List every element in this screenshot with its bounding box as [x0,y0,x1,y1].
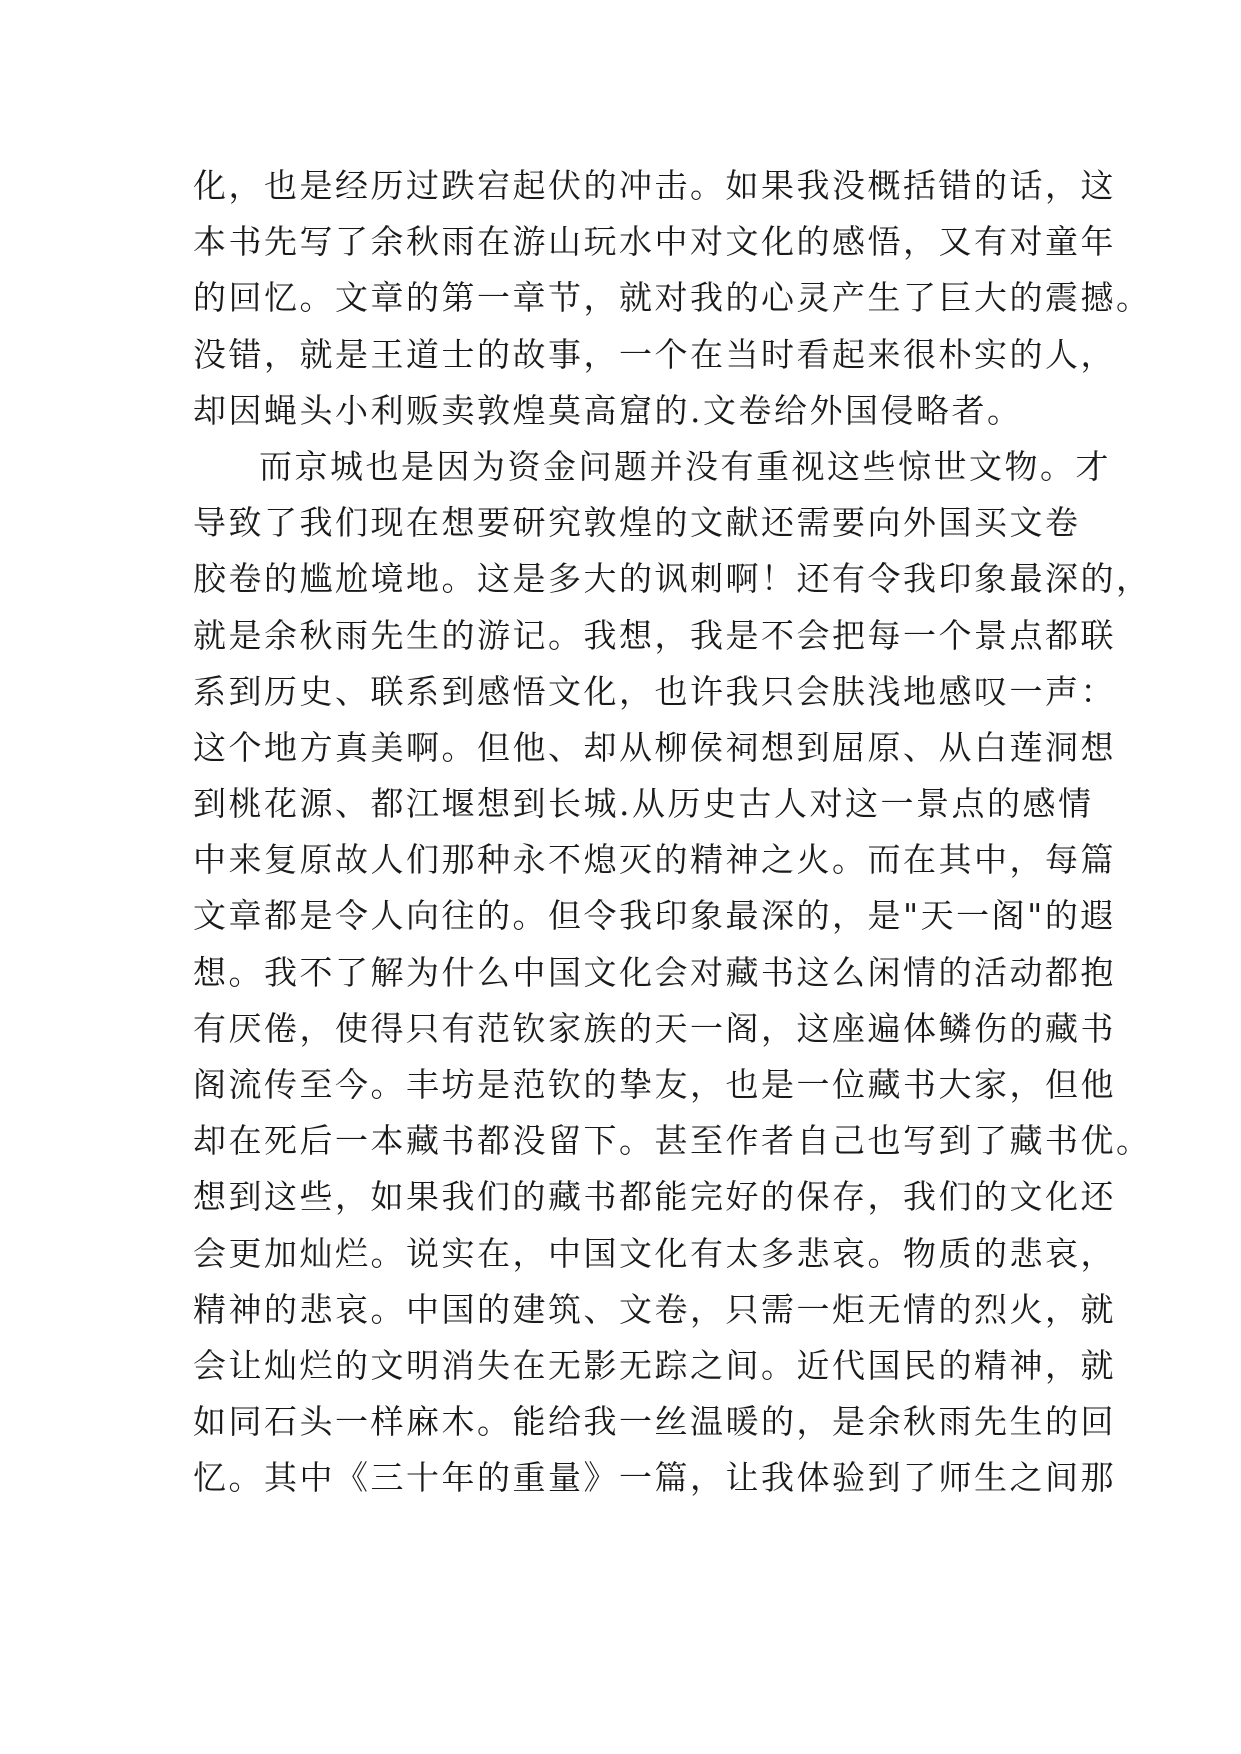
text-line: 化，也是经历过跌宕起伏的冲击。如果我没概括错的话，这 [193,166,1116,205]
text-line: 会更加灿烂。说实在，中国文化有太多悲哀。物质的悲哀， [193,1233,1116,1273]
text-line: 而京城也是因为资金问题并没有重视这些惊世文物。才 [259,446,1111,486]
text-line: 系到历史、联系到感悟文化，也许我只会肤浅地感叹一声： [193,671,1116,711]
text-line: 想到这些，如果我们的藏书都能完好的保存，我们的文化还 [193,1177,1116,1217]
text-line: 就是余秋雨先生的游记。我想，我是不会把每一个景点都联 [193,615,1116,655]
text-line: 却因蝇头小利贩卖敦煌莫高窟的.文卷给外国侵略者。 [193,390,1023,430]
text-line: 中来复原故人们那种永不熄灭的精神之火。而在其中，每篇 [193,840,1116,880]
paragraph-1 [193,158,1152,439]
text-line: 如同石头一样麻木。能给我一丝温暖的，是余秋雨先生的回 [193,1402,1116,1442]
text-line: 导致了我们现在想要研究敦煌的文献还需要向外国买文卷 [193,503,1081,543]
text-line: 这个地方真美啊。但他、却从柳侯祠想到屈原、从白莲洞想 [193,727,1116,767]
text-line: 会让灿烂的文明消失在无影无踪之间。近代国民的精神，就 [193,1345,1116,1385]
text-line: 胶卷的尴尬境地。这是多大的讽刺啊！还有令我印象最深的， [193,559,1152,599]
text-line: 到桃花源、都江堰想到长城.从历史古人对这一景点的感情 [193,784,1094,824]
text-line: 想。我不了解为什么中国文化会对藏书这么闲情的活动都抱 [193,952,1116,992]
text-line: 却在死后一本藏书都没留下。甚至作者自己也写到了藏书优。 [193,1121,1152,1161]
text-line: 精神的悲哀。中国的建筑、文卷，只需一炬无情的烈火，就 [193,1289,1116,1329]
text-line: 阁流传至今。丰坊是范钦的挚友，也是一位藏书大家，但他 [193,1065,1116,1104]
text-line: 有厌倦，使得只有范钦家族的天一阁，这座遍体鳞伤的藏书 [193,1008,1116,1048]
text-line [193,1507,1053,1563]
text-line: 本书先写了余秋雨在游山玩水中对文化的感悟，又有对童年 [193,222,1116,262]
text-line: 忆。其中《三十年的重量》一篇，让我体验到了师生之间那 [193,1458,1116,1498]
text-line: 文章都是令人向往的。但令我印象最深的，是"天一阁"的遐 [193,896,1116,936]
text-line: 没错，就是王道士的故事，一个在当时看起来很朴实的人， [193,334,1116,374]
body-text [193,158,1152,1563]
paragraph-2 [193,439,1152,1563]
text-line: 的回忆。文章的第一章节，就对我的心灵产生了巨大的震撼。 [193,278,1152,318]
